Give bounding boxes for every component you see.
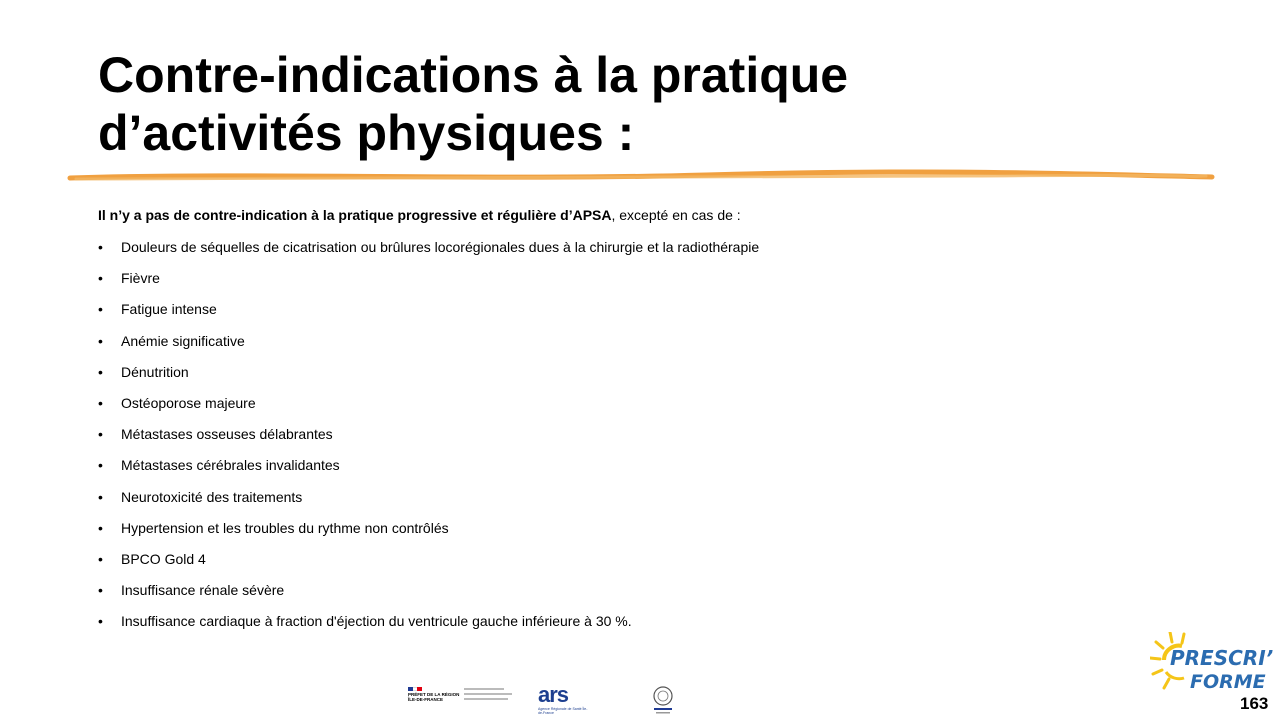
list-item-text: Insuffisance cardiaque à fraction d'éjection du ventricule gauche inférieure à 30 %. bbox=[121, 613, 632, 630]
list-item bbox=[98, 488, 759, 519]
intro-rest-text: , excepté en cas de : bbox=[611, 207, 741, 223]
bullet-icon: • bbox=[98, 550, 103, 567]
list-item bbox=[98, 550, 759, 581]
list-item-text: Ostéoporose majeure bbox=[121, 394, 256, 411]
list-item-text: Fièvre bbox=[121, 270, 160, 287]
page-number: 163 bbox=[1240, 694, 1269, 713]
list-item bbox=[98, 612, 759, 643]
list-item bbox=[98, 425, 759, 456]
list-item-text: Dénutrition bbox=[121, 363, 189, 380]
contraindication-list bbox=[98, 238, 759, 643]
list-item bbox=[98, 332, 759, 363]
list-item-text: Hypertension et les troubles du rythme non contrôlés bbox=[121, 519, 449, 536]
bullet-icon: • bbox=[98, 239, 103, 255]
ars-logo-subtitle: Agence Régionale de Santé Île-de-France bbox=[538, 707, 588, 715]
bullet-icon: • bbox=[98, 270, 103, 287]
list-item bbox=[98, 363, 759, 394]
list-item-text: Insuffisance rénale sévère bbox=[121, 582, 285, 599]
bullet-icon: • bbox=[98, 332, 103, 349]
list-item bbox=[98, 269, 759, 300]
bullet-icon: • bbox=[98, 457, 103, 474]
list-item bbox=[98, 519, 759, 550]
list-item bbox=[98, 238, 759, 269]
bullet-icon: • bbox=[98, 363, 103, 380]
prescriforme-logo-line-1: PRESCRI’ bbox=[1170, 646, 1274, 670]
slide-title-line-2: d’activités physiques : bbox=[98, 105, 635, 161]
list-item-text: Anémie significative bbox=[121, 332, 245, 349]
list-item-text: Métastases cérébrales invalidantes bbox=[121, 457, 340, 474]
title-underline bbox=[66, 166, 1216, 188]
prescriforme-logo bbox=[1150, 632, 1274, 702]
ars-logo bbox=[538, 683, 588, 717]
bullet-icon: • bbox=[98, 488, 103, 505]
ars-logo-wordmark: ars bbox=[538, 682, 569, 707]
list-item bbox=[98, 581, 759, 612]
bullet-icon: • bbox=[98, 613, 103, 630]
french-flag-icon bbox=[408, 687, 422, 691]
slide-title-line-1: Contre-indications à la pratique bbox=[98, 47, 849, 103]
list-item-text: Métastases osseuses délabrantes bbox=[121, 426, 333, 443]
bullet-icon: • bbox=[98, 394, 103, 411]
list-item bbox=[98, 456, 759, 487]
bullet-icon: • bbox=[98, 301, 103, 318]
list-item bbox=[98, 394, 759, 425]
agency-mention-logo bbox=[464, 688, 524, 700]
list-item-text: Fatigue intense bbox=[121, 301, 217, 318]
list-item bbox=[98, 300, 759, 331]
list-item-text: Neurotoxicité des traitements bbox=[121, 488, 303, 505]
prescriforme-logo-line-2: FORME bbox=[1190, 671, 1266, 693]
prefet-logo-text: PRÉFET DE LA RÉGION ÎLE-DE-FRANCE bbox=[408, 692, 460, 702]
bullet-icon: • bbox=[98, 519, 103, 536]
prefet-logo bbox=[408, 687, 468, 717]
list-item-text: BPCO Gold 4 bbox=[121, 550, 206, 567]
list-item-text: Douleurs de séquelles de cicatrisation ou brûlures locorégionales dues à la chirurgie et la radiothérapie bbox=[121, 239, 760, 255]
intro-bold-text: Il n’y a pas de contre-indication à la pratique progressive et régulière d’APSA bbox=[98, 207, 612, 223]
partner-logos bbox=[398, 683, 682, 717]
slide-title bbox=[98, 46, 1098, 162]
bullet-icon: • bbox=[98, 582, 103, 599]
seal-icon bbox=[652, 685, 674, 715]
intro-paragraph bbox=[98, 206, 741, 224]
bullet-icon: • bbox=[98, 426, 103, 443]
